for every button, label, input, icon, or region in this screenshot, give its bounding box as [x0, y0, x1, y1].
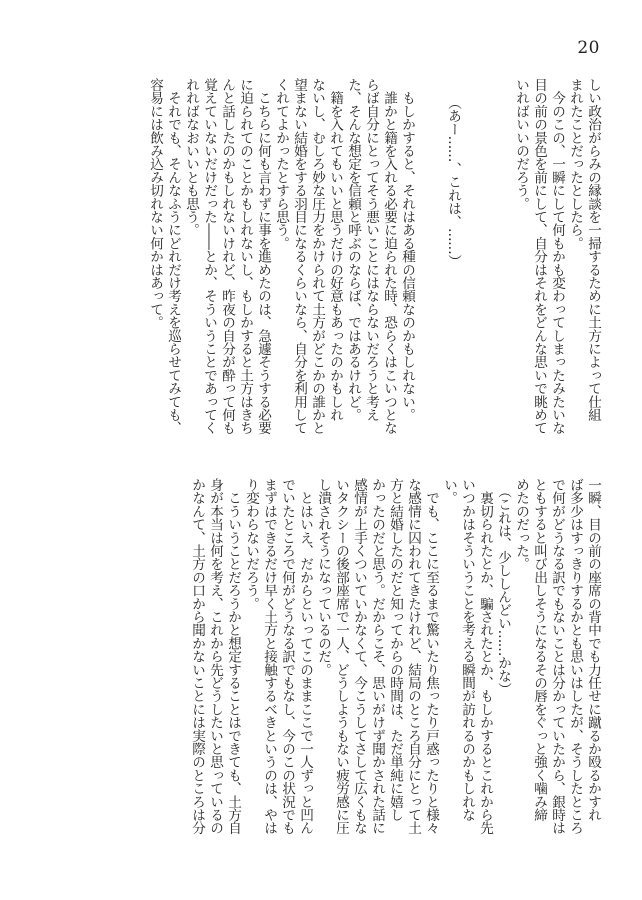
- text-block-top-mid: [444, 96, 462, 466]
- text-line: 方と結婚したのだと知ってからの時間は、ただ単純に嬉し: [387, 478, 403, 822]
- text-line: り変わらないだろう。: [243, 478, 259, 610]
- page-number: 20: [577, 38, 600, 58]
- text-block-bottom: [188, 478, 602, 848]
- text-line: かったのだと思う。だからこそ、思いがけず聞かされた話に: [369, 478, 385, 835]
- text-line: 今のこの、一瞬にして何もかも変わってしまったみたいな: [549, 78, 565, 435]
- text-line: に迫られてのことかもしれないし、もしかすると土方はきち: [237, 78, 253, 435]
- text-line: し潰されそうになっているのだ。: [315, 478, 331, 676]
- text-line: いタクシーの後部座席で一人、どうしようもない疲労感に圧: [333, 478, 349, 835]
- text-line: かなんて、土方の口から聞かないことには実際のところは分: [189, 478, 205, 835]
- text-line: な感情に囚われてきたけれど、結局のところ自分にとって土: [405, 478, 421, 835]
- text-block-top-right: [512, 78, 602, 448]
- text-line: もしかすると、それはある種の信頼なのかもしれない。: [399, 78, 415, 422]
- text-line: 望まない結婚をする羽目になるくらいなら、自分を利用して: [291, 78, 307, 435]
- text-line: （あー……、これは、……）: [445, 96, 461, 268]
- text-line: それでも、そんなふうにどれだけ考えを巡らせてみても、: [165, 78, 181, 435]
- text-line: でも、ここに至るまで驚いたり焦ったり戸惑ったりと様々: [423, 478, 439, 835]
- text-line: んと話したのかもしれないけれど、昨夜の自分が酔って何も: [219, 78, 235, 435]
- text-line: 容易には飲み込み切れない何かはあって。: [147, 78, 163, 329]
- text-line: 一瞬、目の前の座席の背中でも力任せに蹴るか殴るかすれ: [585, 478, 601, 822]
- text-line: らば自分にとってそう悪いことにはならないだろうと考え: [363, 78, 379, 422]
- text-line: くれてよかったとすら思う。: [273, 78, 289, 250]
- text-line: でいたところで何がどうなる訳でもなし、今のこの状況でも: [279, 478, 295, 835]
- text-line: 身が本当は何を考え、これから先どうしたいと思っているの: [207, 478, 223, 835]
- text-line: ば多少はすっきりするかとも思いはしたが、そうしたところ: [567, 478, 583, 835]
- text-line: いつかはそういうことを考える瞬間が訪れるのかもしれな: [459, 478, 475, 822]
- text-line: 目の前の景色を前にして、自分はそれをどんな思いで眺めて: [531, 78, 547, 435]
- text-line: れればなおいいとも思う。: [183, 78, 199, 237]
- text-line: （これは、少ししんどい……かな）: [495, 478, 511, 696]
- text-line: 籍を入れてもいいと思うだけの好意もあったのかもしれ: [327, 78, 343, 422]
- text-line: で何がどうなる訳でもないことは分かっていたから、銀時は: [549, 478, 565, 835]
- text-line: まれたことだったとしたら。: [567, 78, 583, 250]
- text-line: ないし、むしろ妙な圧力をかけられて土方がどこかの誰かと: [309, 78, 325, 435]
- text-line: 感情が上手くついていかなくて、今こうしてさして広くもな: [351, 478, 367, 835]
- text-block-top-left: [146, 78, 416, 448]
- text-line: しい政治がらみの縁談を一掃するために土方によって仕組: [585, 78, 601, 422]
- text-line: こちらに何も言わずに事を進めたのは、急遽そうする必要: [255, 78, 271, 435]
- text-line: 覚えていないだけだった――とか、そういうことであってく: [201, 78, 217, 435]
- text-line: 裏切られたとか、騙されたとか、もしかするとこれから先: [477, 478, 493, 835]
- text-line: いればいいのだろう。: [513, 78, 529, 210]
- text-line: た、そんな想定を信頼と呼ぶのならば、ではあるけれど。: [345, 78, 361, 422]
- text-line: まずはできるだけ早く土方と接触するべきというのは、やは: [261, 478, 277, 835]
- text-line: い。: [441, 478, 457, 505]
- text-line: 誰かと籍を入れる必要に迫られた時、恐らくはこいつとな: [381, 78, 397, 435]
- text-line: とはいえ、だからといってこのままここで一人ずっと凹ん: [297, 478, 313, 835]
- text-line: めたのだった。: [513, 478, 529, 571]
- text-line: こういうことだろうかと想定することはできても、土方自: [225, 478, 241, 835]
- text-line: ともすると叫び出しそうになるその唇をぐっと強く噛み締: [531, 478, 547, 822]
